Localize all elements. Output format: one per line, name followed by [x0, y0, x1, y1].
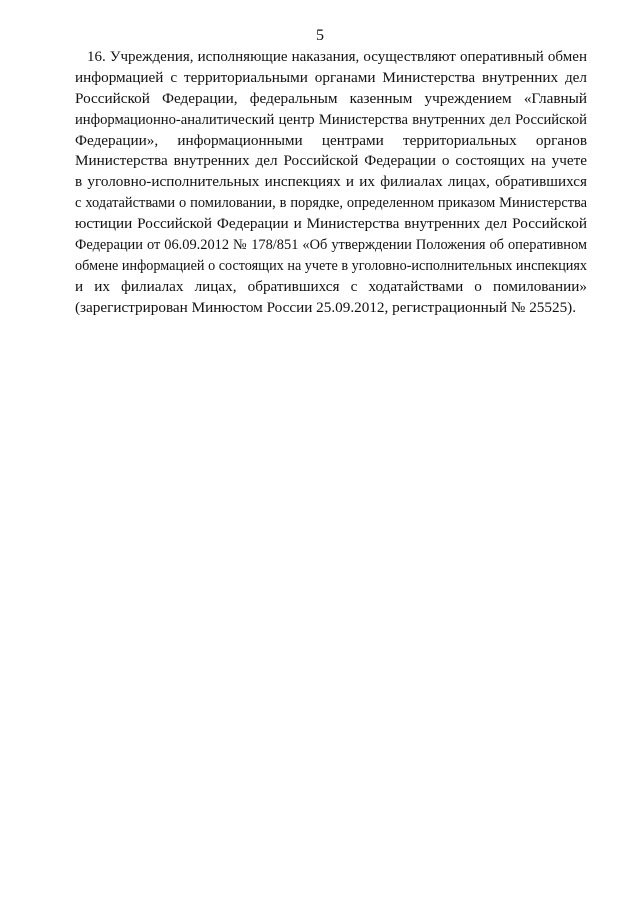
paragraph-line: и их филиалах лицах, обратившихся с ходатайствами о помиловании» [75, 277, 587, 295]
paragraph-line: информационно-аналитический центр Министерства внутренних дел Российской [75, 111, 587, 128]
paragraph-line: в уголовно-исполнительных инспекциях и их филиалах лицах, обратившихся [75, 173, 587, 191]
paragraph-line: обмене информацией о состоящих на учете в уголовно-исполнительных инспекциях [75, 257, 587, 274]
paragraph-line: Российской Федерации, федеральным казенным учреждением «Главный [75, 89, 587, 107]
paragraph-line: (зарегистрирован Минюстом России 25.09.2012, регистрационный № 25525). [75, 298, 577, 316]
paragraph-line: юстиции Российской Федерации и Министерства внутренних дел Российской [75, 215, 587, 233]
paragraph-line: Федерации от 06.09.2012 № 178/851 «Об утверждении Положения об оперативном [75, 237, 587, 254]
paragraph-line: Министерства внутренних дел Российской Федерации о состоящих на учете [75, 152, 587, 170]
paragraph-16 [75, 47, 587, 319]
paragraph-line: Федерации», информационными центрами территориальных органов [75, 131, 587, 149]
paragraph-line: 16. Учреждения, исполняющие наказания, осуществляют оперативный обмен [87, 49, 587, 65]
page-number: 5 [316, 27, 324, 44]
paragraph-line: информацией с территориальными органами Министерства внутренних дел [75, 68, 587, 86]
paragraph-line: с ходатайствами о помиловании, в порядке, определенном приказом Министерства [75, 195, 587, 212]
